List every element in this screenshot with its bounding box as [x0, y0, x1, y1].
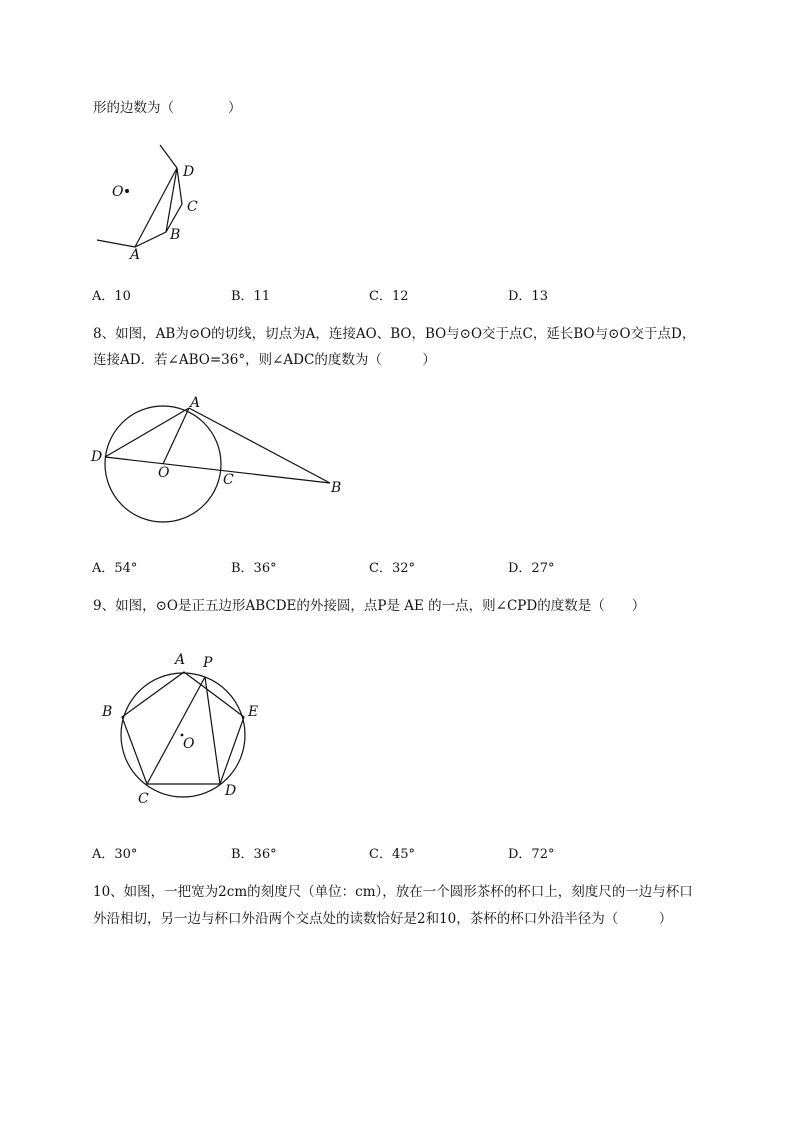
q8-text-line1: 8、如图，AB为⊙O的切线，切点为A，连接AO、BO，BO与⊙O交于点C，延长BO与⊙O交于点D，	[93, 326, 696, 342]
q9-option-d: D．72°	[508, 847, 555, 862]
q7-option-c: C．12	[369, 289, 409, 304]
q7-label-C: C	[187, 199, 198, 215]
q10-text-line2: 外沿相切，另一边与杯口外沿两个交点处的读数恰好是2和10，茶杯的杯口外沿半径为（ ）	[93, 911, 673, 927]
q7-label-O: O	[112, 184, 124, 200]
q7-option-a: A．10	[92, 289, 131, 304]
q9-label-D: D	[225, 783, 237, 799]
q8-label-O: O	[158, 465, 170, 481]
q7-label-A: A	[130, 247, 141, 263]
q7-option-d: D．13	[508, 289, 548, 304]
q9-label-B: B	[102, 704, 113, 720]
q9-label-C: C	[138, 791, 149, 807]
q7-label-D: D	[183, 164, 195, 180]
q7-label-B: B	[170, 227, 181, 243]
q9-text-line1: 9、如图，⊙O是正五边形ABCDE的外接圆，点P是 AE 的一点，则∠CPD的度数是（ ）	[93, 598, 646, 614]
q10-text-line1: 10、如图，一把宽为2cm的刻度尺（单位：cm），放在一个圆形茶杯的杯口上，刻度尺的一边与杯口	[93, 884, 693, 900]
q9-label-P: P	[203, 655, 213, 671]
q8-label-A: A	[190, 395, 201, 411]
q8-option-a: A．54°	[92, 561, 138, 576]
q9-label-E: E	[248, 704, 259, 720]
q9-pentagon	[122, 672, 244, 784]
q7-text-tail: 形的边数为（ ）	[93, 100, 242, 116]
q8-option-c: C．32°	[369, 561, 415, 576]
q8-label-C: C	[223, 472, 234, 488]
q8-option-b: B．36°	[231, 561, 277, 576]
q9-option-b: B．36°	[231, 847, 277, 862]
q9-option-a: A．30°	[92, 847, 138, 862]
q8-label-B: B	[331, 480, 342, 496]
q9-option-c: C．45°	[369, 847, 415, 862]
q8-label-D: D	[91, 449, 103, 465]
q9-label-A: A	[175, 652, 186, 668]
q9-label-O: O	[183, 736, 195, 752]
q8-text-line2: 连接AD．若∠ABO=36°，则∠ADC的度数为（ ）	[93, 352, 436, 368]
q7-option-b: B．11	[231, 289, 271, 304]
q8-option-d: D．27°	[508, 561, 555, 576]
